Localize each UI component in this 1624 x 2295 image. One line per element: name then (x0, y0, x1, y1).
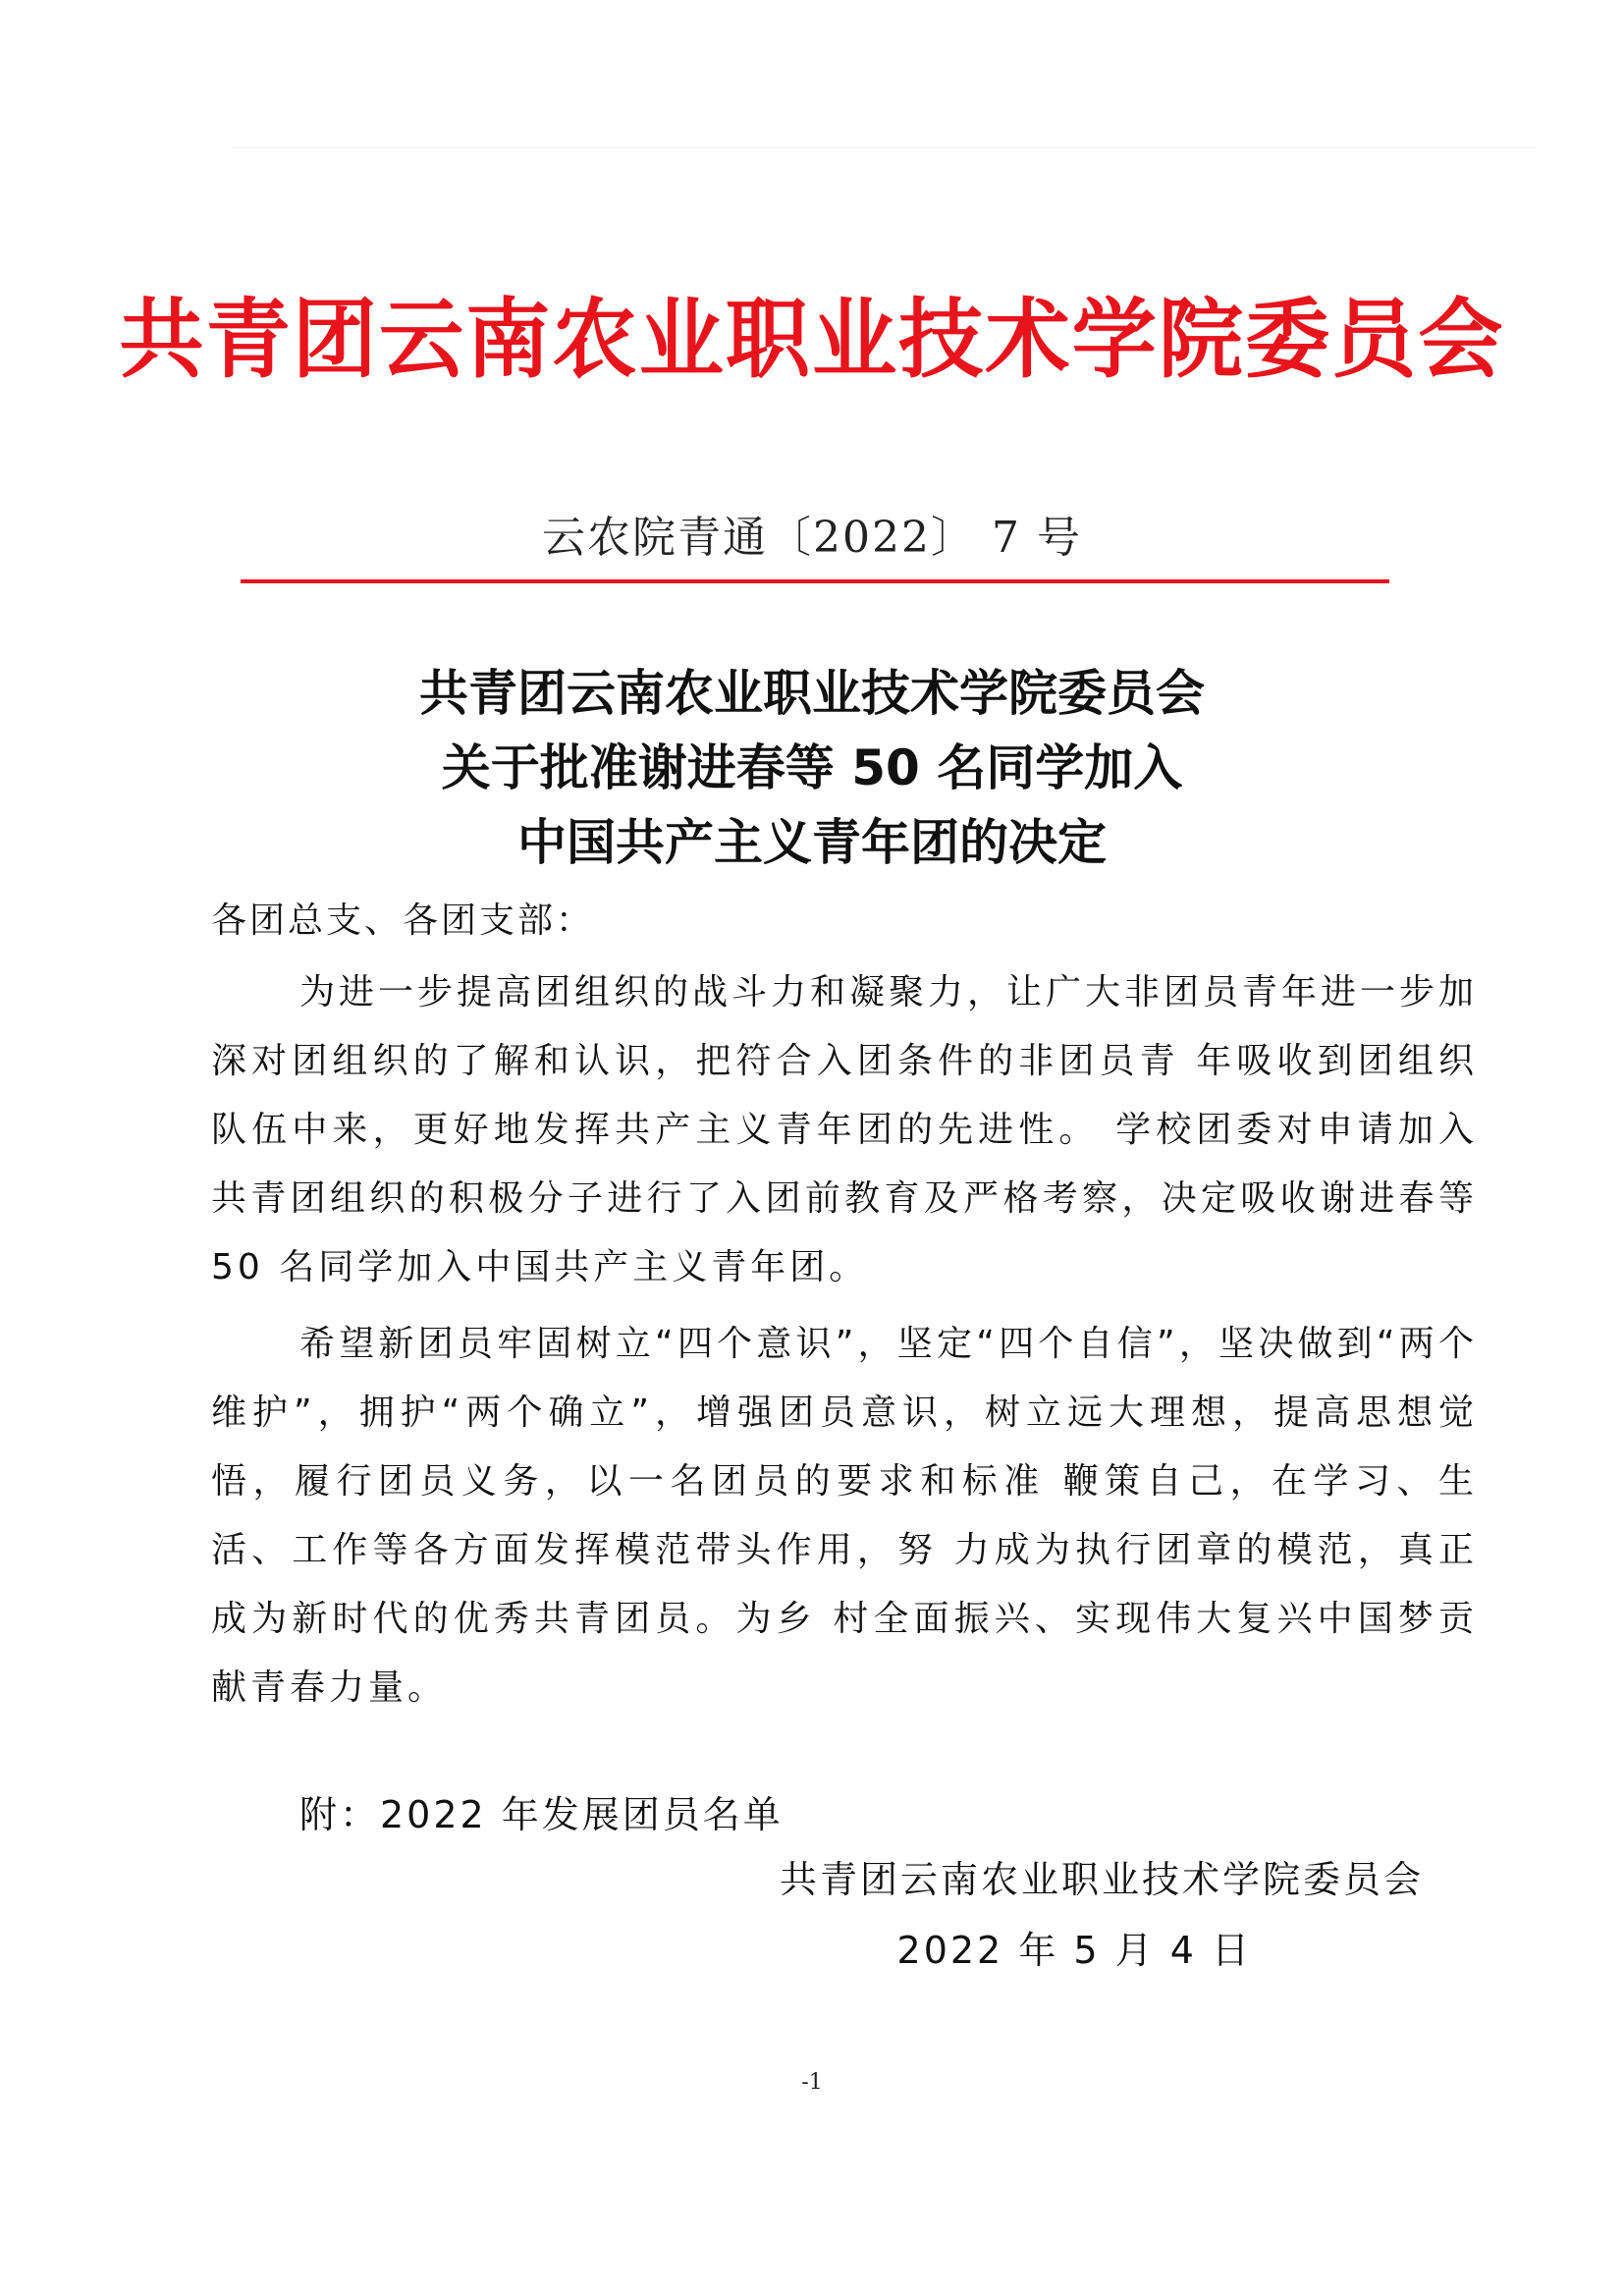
title-line-2: 关于批准谢进春等 50 名同学加入 (441, 739, 1183, 796)
signature-organization: 共青团云南农业职业技术学院委员会 (779, 1858, 1424, 1901)
organization-header: 共青团云南农业职业技术学院委员会 (119, 288, 1505, 390)
signature-date: 2022 年 5 月 4 日 (896, 1929, 1252, 1972)
attachment-note: 附：2022 年发展团员名单 (299, 1793, 784, 1836)
body-paragraph-1: 为进一步提高团组织的战斗力和凝聚力，让广大非团员青年进一步加深对团组织的了解和认识，把符合入团条件的非团员青 年吸收到团组织队伍中来，更好地发挥共产主义青年团的先进性。 学校团委对申请加入共青团组织的积极分子进行了入团前教育及严格考察，决定吸收谢进春等 50 名同学加入中国共产主义青年团。 (211, 972, 1479, 1287)
title-line-3: 中国共产主义青年团的决定 (517, 814, 1107, 871)
salutation: 各团总支、各团支部： (211, 901, 595, 941)
top-faint-rule (231, 147, 1537, 148)
document-number: 云农院青通〔2022〕 7 号 (542, 513, 1082, 563)
header-red-divider (241, 579, 1389, 583)
page-number: -1 (801, 2070, 823, 2095)
body-paragraph-2: 希望新团员牢固树立“四个意识”，坚定“四个自信”，坚决做到“两个维护”，拥护“两个确立”，增强团员意识，树立远大理想，提高思想觉悟，履行团员义务，以一名团员的要求和标准 鞭策自己，在学习、生活、工作等各方面发挥模范带头作用，努 力成为执行团章的模范，真正成为新时代的优秀共青团员。为乡 村全面振兴、实现伟大复兴中国梦贡献青春力量。 (211, 1324, 1478, 1708)
document-title (0, 656, 1624, 880)
title-line-1: 共青团云南农业职业技术学院委员会 (419, 665, 1205, 722)
